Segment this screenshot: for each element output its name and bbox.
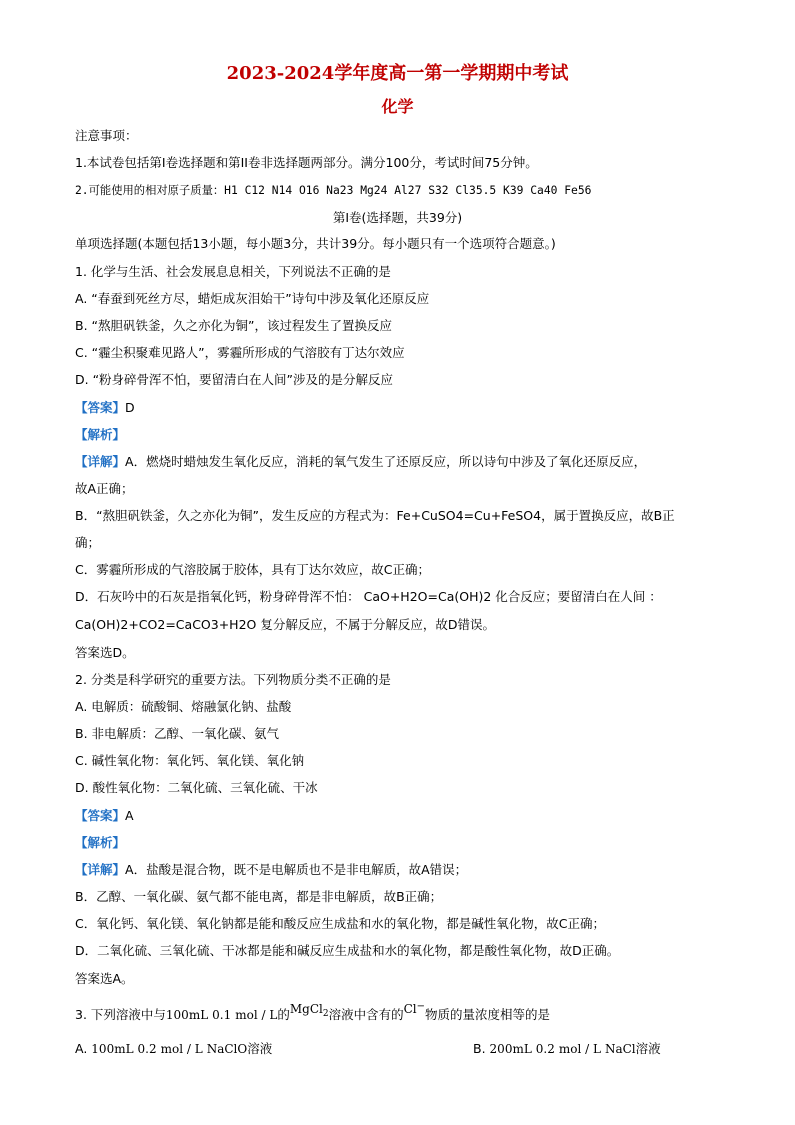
q3-option-a: A. 100mL 0.2 mol / L NaClO溶液	[75, 1041, 273, 1056]
q1-explain-d-cont: Ca(OH)2+CO2=CaCO3+H2O 复分解反应，不属于分解反应，故D错误。	[75, 617, 495, 632]
q2-option-d: D. 酸性氧化物：二氧化硫、三氧化硫、干冰	[75, 780, 318, 795]
q1-explain-a-cont: 故A正确；	[75, 481, 134, 496]
q3-options-row	[75, 1041, 775, 1057]
q2-option-b: B. 非电解质：乙醇、一氧化碳、氨气	[75, 726, 280, 741]
detail-tag: 【详解】	[75, 454, 126, 469]
analysis-tag: 【解析】	[75, 835, 126, 850]
q3-stem: 3. 下列溶液中与100mL 0.1 mol / L的MgCl$^2$溶液中含有的Cl−物质的量浓度相等的是	[75, 1001, 551, 1022]
q1-option-a: A. “春蚕到死丝方尽，蜡炬成灰泪始干”诗句中涉及氧化还原反应	[75, 291, 430, 306]
answer-tag: 【答案】	[75, 400, 126, 415]
answer-tag: 【答案】	[75, 808, 126, 823]
exam-title: 2023-2024学年度高一第一学期期中考试	[226, 63, 569, 84]
section-title: 第Ⅰ卷(选择题，共39分)	[332, 210, 463, 225]
q2-conclusion: 答案选A。	[75, 971, 134, 986]
q1-analysis-tag	[75, 427, 125, 443]
q1-explain-a: 【详解】A．燃烧时蜡烛发生氧化反应，消耗的氧气发生了还原反应，所以诗句中涉及了氧化还原反应，	[75, 454, 647, 469]
q1-option-d: D. “粉身碎骨浑不怕，要留清白在人间”涉及的是分解反应	[75, 372, 394, 387]
q1-stem: 1. 化学与生活、社会发展息息相关，下列说法不正确的是	[75, 264, 391, 279]
q1-explain-d: D．石灰吟中的石灰是指氧化钙，粉身碎骨浑不怕： CaO+H2O=Ca(OH)2 化合反应；要留清白在人间 ：	[75, 589, 662, 604]
note-1: 1.本试卷包括第Ⅰ卷选择题和第II卷非选择题两部分。满分100分，考试时间75分钟。	[75, 155, 538, 170]
q1-explain-b: B．“熬胆矾铁釜，久之亦化为铜”，发生反应的方程式为：Fe+CuSO4=Cu+FeSO4，属于置换反应，故B正	[75, 508, 675, 523]
q2-explain-b: B．乙醇、一氧化碳、氨气都不能电离，都是非电解质，故B正确；	[75, 889, 443, 904]
q1-option-c: C. “霾尘积聚难见路人”，雾霾所形成的气溶胶有丁达尔效应	[75, 345, 405, 360]
q2-option-c: C. 碱性氧化物：氧化钙、氧化镁、氧化钠	[75, 753, 305, 768]
subject-title: 化学	[381, 97, 414, 116]
q2-answer	[75, 808, 134, 824]
q2-answer-value: A	[125, 808, 134, 823]
q2-explain-c: C．氧化钙、氧化镁、氧化钠都是能和酸反应生成盐和水的氧化物，都是碱性氧化物，故C正确；	[75, 916, 605, 931]
note-2: 2.可能使用的相对原子质量：H1 C12 N14 O16 Na23 Mg24 Al27 S32 Cl35.5 K39 Ca40 Fe56	[75, 184, 592, 197]
q1-conclusion: 答案选D。	[75, 645, 135, 660]
q1-option-b: B. “熬胆矾铁釜，久之亦化为铜”，该过程发生了置换反应	[75, 318, 392, 333]
q1-answer	[75, 400, 135, 416]
q3-option-b: B. 200mL 0.2 mol / L NaCl溶液	[473, 1041, 661, 1056]
q2-stem: 2. 分类是科学研究的重要方法。下列物质分类不正确的是	[75, 672, 391, 687]
notes-heading: 注意事项：	[75, 128, 138, 143]
detail-tag: 【详解】	[75, 862, 126, 877]
q2-analysis-tag	[75, 835, 125, 851]
q1-answer-value: D	[125, 400, 135, 415]
analysis-tag: 【解析】	[75, 427, 126, 442]
q2-explain-a: 【详解】A．盐酸是混合物，既不是电解质也不是非电解质，故A错误；	[75, 862, 468, 877]
q2-explain-d: D．二氧化硫、三氧化硫、干冰都是能和碱反应生成盐和水的氧化物，都是酸性氧化物，故D正确。	[75, 943, 620, 958]
q1-explain-c: C．雾霾所形成的气溶胶属于胶体，具有丁达尔效应，故C正确；	[75, 562, 430, 577]
q2-option-a: A. 电解质：硫酸铜、熔融氯化钠、盐酸	[75, 699, 292, 714]
q1-explain-b-cont: 确；	[75, 535, 101, 550]
section-intro: 单项选择题(本题包括13小题，每小题3分，共计39分。每小题只有一个选项符合题意。)	[75, 236, 556, 251]
